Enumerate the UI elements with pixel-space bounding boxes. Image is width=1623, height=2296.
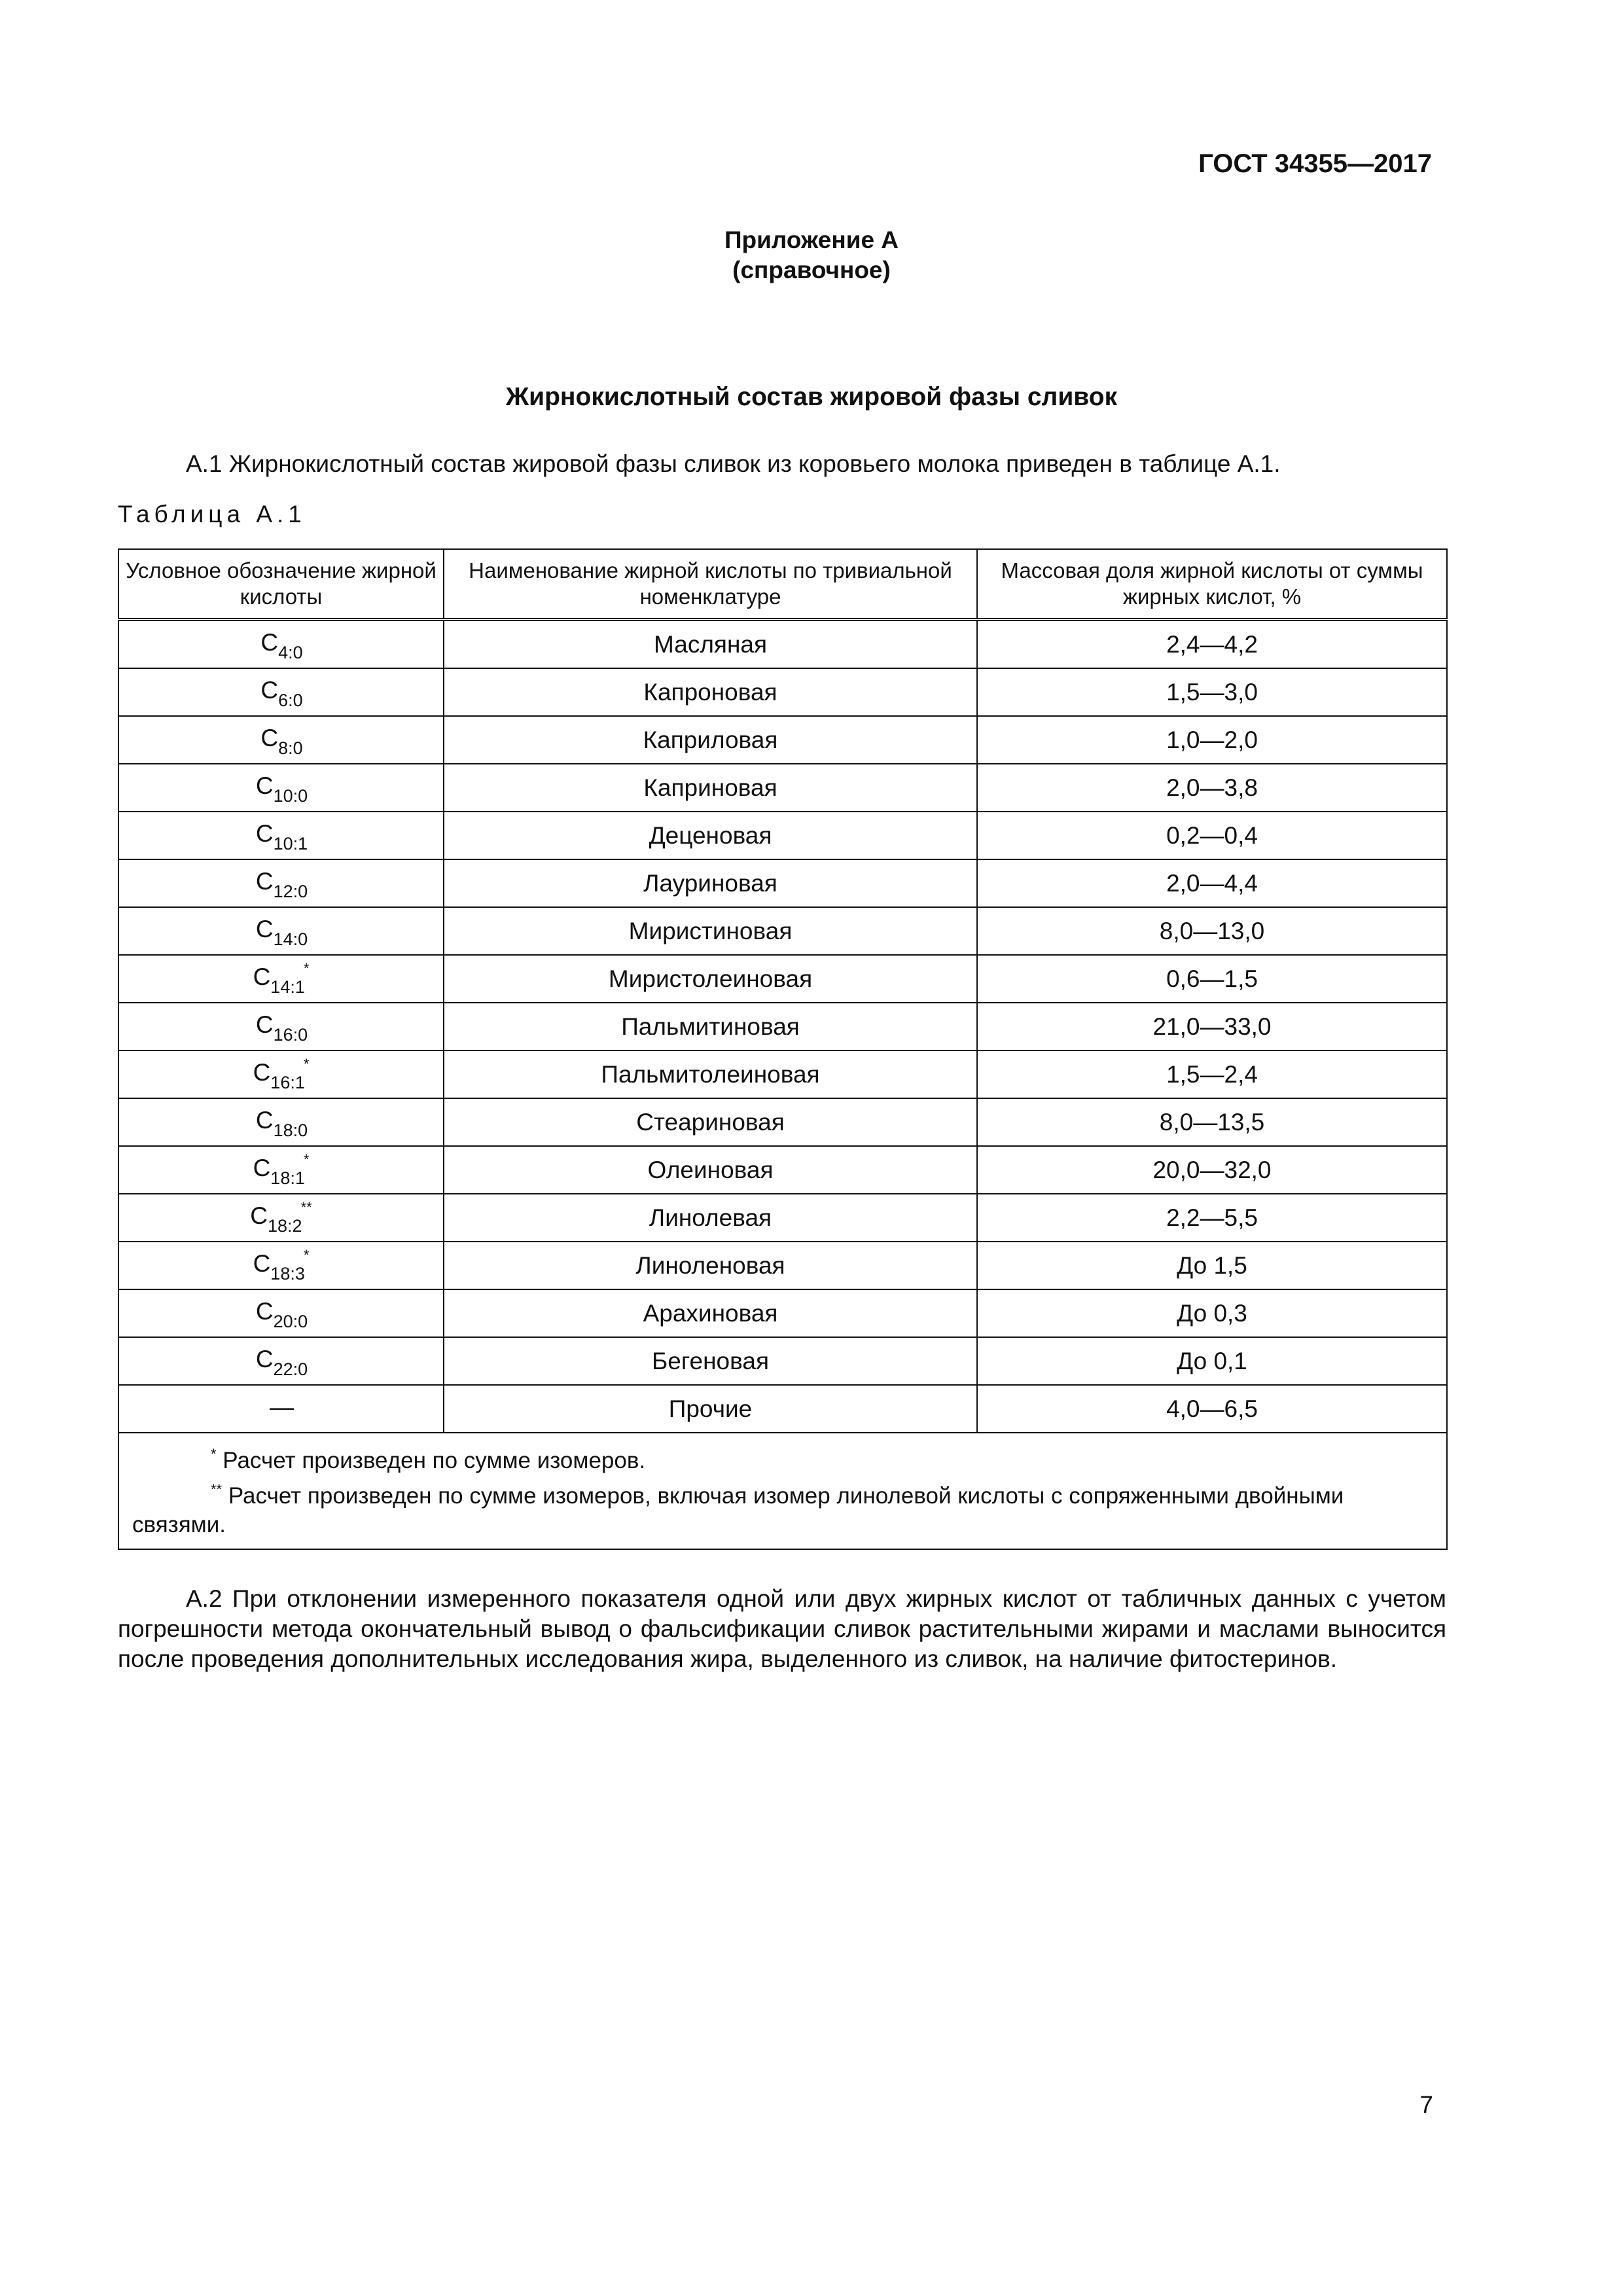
acid-name-cell: Каприновая [444,764,977,812]
header-symbol: Условное обозначение жирной кислоты [118,549,444,620]
mass-fraction-cell: 0,6—1,5 [977,955,1447,1003]
acid-symbol-cell: $C_{6:0}$ [118,668,444,716]
acid-name-cell: Пальмитиновая [444,1003,977,1050]
table-row [118,1242,1447,1289]
document-code: ГОСТ 34355—2017 [1198,149,1432,178]
acid-name-cell: Масляная [444,620,977,669]
acid-name-cell: Линоленовая [444,1242,977,1289]
acid-name-cell: Капроновая [444,668,977,716]
table-header-row [118,549,1447,620]
acid-name-cell: Стеариновая [444,1098,977,1146]
acid-name-cell: Миристиновая [444,907,977,955]
table-row [118,620,1447,669]
paragraph-a1: А.1 Жирнокислотный состав жировой фазы сливок из коровьего молока приведен в таблице А.1. [186,450,1281,477]
acid-symbol-cell: $C_{18:0}$ [118,1098,444,1146]
acid-symbol-cell: $C_{18:1}^*$ [118,1146,444,1194]
acid-name-cell: Лауриновая [444,859,977,907]
mass-fraction-cell: До 1,5 [977,1242,1447,1289]
table-row [118,859,1447,907]
acid-name-cell: Бегеновая [444,1337,977,1385]
acid-name-cell: Миристолеиновая [444,955,977,1003]
table-caption: Таблица А.1 [118,501,306,528]
table-row [118,1289,1447,1337]
table-row [118,1098,1447,1146]
appendix-title: Приложение А [724,226,899,253]
mass-fraction-cell: До 0,3 [977,1289,1447,1337]
mass-fraction-cell: 8,0—13,0 [977,907,1447,955]
table-row [118,812,1447,859]
mass-fraction-cell: 8,0—13,5 [977,1098,1447,1146]
mass-fraction-cell: 0,2—0,4 [977,812,1447,859]
table-row [118,764,1447,812]
table-row [118,668,1447,716]
table-row [118,716,1447,764]
acid-symbol-cell: $C_{22:0}$ [118,1337,444,1385]
acid-symbol-cell: $C_{20:0}$ [118,1289,444,1337]
table-notes-cell [118,1433,1447,1549]
acid-symbol-cell: $C_{10:1}$ [118,812,444,859]
table-row [118,955,1447,1003]
acid-name-cell: Каприловая [444,716,977,764]
acid-symbol-cell: $C_{14:1}^*$ [118,955,444,1003]
note-mark: * [211,1446,217,1462]
appendix-kind: (справочное) [732,257,891,283]
mass-fraction-cell: 1,5—2,4 [977,1050,1447,1098]
fatty-acid-table [118,548,1448,1550]
note-text: Расчет произведен по сумме изомеров. [216,1448,646,1473]
mass-fraction-cell: До 0,1 [977,1337,1447,1385]
acid-name-cell: Олеиновая [444,1146,977,1194]
table-row [118,1337,1447,1385]
acid-symbol-cell: $C_{8:0}$ [118,716,444,764]
note-mark: ** [211,1481,223,1498]
acid-symbol-cell: $C_{10:0}$ [118,764,444,812]
mass-fraction-cell: 4,0—6,5 [977,1385,1447,1433]
acid-symbol-cell: — [118,1385,444,1433]
table-row [118,1146,1447,1194]
acid-symbol-cell: $C_{18:2}^{**}$ [118,1194,444,1242]
table-row [118,1194,1447,1242]
acid-symbol-cell: $C_{16:0}$ [118,1003,444,1050]
section-heading: Жирнокислотный состав жировой фазы сливок [505,383,1118,411]
mass-fraction-cell: 2,0—4,4 [977,859,1447,907]
table-note [132,1475,1433,1539]
mass-fraction-cell: 2,0—3,8 [977,764,1447,812]
acid-name-cell: Прочие [444,1385,977,1433]
acid-symbol-cell: $C_{18:3}^*$ [118,1242,444,1289]
table-row [118,1003,1447,1050]
mass-fraction-cell: 1,5—3,0 [977,668,1447,716]
mass-fraction-cell: 20,0—32,0 [977,1146,1447,1194]
table-row [118,907,1447,955]
acid-name-cell: Пальмитолеиновая [444,1050,977,1098]
mass-fraction-cell: 2,4—4,2 [977,620,1447,669]
acid-symbol-cell: $C_{4:0}$ [118,620,444,669]
acid-symbol-cell: $C_{12:0}$ [118,859,444,907]
mass-fraction-cell: 1,0—2,0 [977,716,1447,764]
table-note [132,1440,1433,1475]
acid-name-cell: Деценовая [444,812,977,859]
note-text: Расчет произведен по сумме изомеров, включая изомер линолевой кислоты с сопряженными двойными связями. [132,1483,1344,1537]
acid-symbol-cell: $C_{14:0}$ [118,907,444,955]
table-row [118,1385,1447,1433]
table-row [118,1050,1447,1098]
acid-name-cell: Арахиновая [444,1289,977,1337]
page-number: 7 [1419,2091,1433,2118]
acid-name-cell: Линолевая [444,1194,977,1242]
paragraph-a2: А.2 При отклонении измеренного показателя одной или двух жирных кислот от табличных данных с учетом погрешности метода окончательный вывод о фальсификации сливок растительными жирами и маслами выносится после проведения дополнительных исследования жира, выделенного из сливок, на наличие фитостеринов. [118,1585,1446,1672]
acid-symbol-cell: $C_{16:1}^*$ [118,1050,444,1098]
header-mass-fraction: Массовая доля жирной кислоты от суммы жирных кислот, % [977,549,1447,620]
table-notes-row [118,1433,1447,1549]
mass-fraction-cell: 21,0—33,0 [977,1003,1447,1050]
mass-fraction-cell: 2,2—5,5 [977,1194,1447,1242]
header-name: Наименование жирной кислоты по тривиальной номенклатуре [444,549,977,620]
appendix-title-block [0,225,1623,285]
